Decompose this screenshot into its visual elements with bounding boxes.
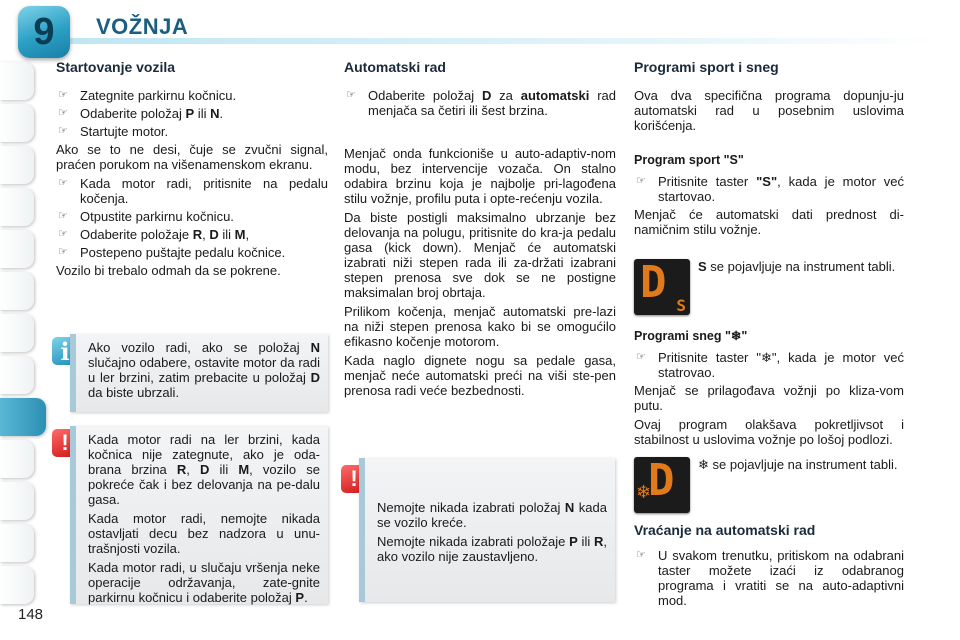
pointer-icon: ☞ bbox=[58, 125, 68, 137]
pointer-icon: ☞ bbox=[58, 107, 68, 119]
section-title-startovanje: Startovanje vozila bbox=[56, 59, 176, 75]
chapter-tab-13[interactable] bbox=[0, 566, 34, 604]
list-item: ☞ Pritisnite taster "S", kada je motor već startovao. bbox=[636, 174, 905, 204]
list-item: ☞ Odaberite položaje R, D ili M, bbox=[58, 227, 250, 242]
list-item: ☞ Postepeno puštajte pedalu kočnice. bbox=[58, 245, 286, 260]
chapter-tab-7[interactable] bbox=[0, 314, 34, 352]
chapter-tab-2[interactable] bbox=[0, 104, 34, 142]
chapter-tab-4[interactable] bbox=[0, 188, 34, 226]
display-sport-indicator: D S bbox=[634, 259, 690, 315]
snow-indicator-row: D ❄ ❄ se pojavljuje na instrument tabli. bbox=[634, 457, 904, 513]
chapter-tab-8[interactable] bbox=[0, 356, 34, 394]
pointer-icon: ☞ bbox=[636, 351, 646, 363]
paragraph: Menjač se prilagođava vožnji po kliza-vom putu. bbox=[634, 383, 904, 413]
warning-box-1: Kada motor radi na ler brzini, kada kočnica nije zategnute, ako je oda-brana brzina R, D ili M, vozilo se pokreće čak i bez delovanja na pe-dalu gasa. Kada motor radi, nemojte nikada ostavljati decu bez nadzora u unu-trašnjosti vozila. Kada motor radi, u slučaju vršenja neke operacije održavanja, zate-gnite parkirnu kočnicu i odaberite položaj P. bbox=[70, 426, 328, 604]
list-item: ☞ Zategnite parkirnu kočnicu. bbox=[58, 88, 237, 103]
warning-box-2: Nemojte nikada izabrati položaj N kada se vozilo kreće. Nemojte nikada izabrati položaje P ili R, ako vozilo nije zaustavljeno. bbox=[359, 458, 615, 602]
page-number: 148 bbox=[18, 606, 44, 623]
pointer-icon: ☞ bbox=[58, 246, 68, 258]
pointer-icon: ☞ bbox=[58, 89, 68, 101]
pointer-icon: ☞ bbox=[636, 175, 646, 187]
pointer-icon: ☞ bbox=[58, 177, 68, 189]
list-item: ☞ Startujte motor. bbox=[58, 124, 169, 139]
chapter-tab-11[interactable] bbox=[0, 482, 34, 520]
paragraph: Ova dva specifična programa dopunju-ju automatski rad u posebnim uslovima korišćenja. bbox=[634, 88, 904, 133]
pointer-icon: ☞ bbox=[58, 228, 68, 240]
header-bar bbox=[60, 38, 940, 44]
list-item: ☞ Odaberite položaj D za automatski rad menjača sa četiri ili šest brzina. bbox=[346, 88, 616, 118]
info-box: Ako vozilo radi, ako se položaj N slučajno odabere, ostavite motor da radi u ler brzini, zatim prebacite u položaj D da biste ubrzali. bbox=[70, 334, 328, 412]
column-startovanje bbox=[56, 60, 328, 282]
paragraph: Ako se to ne desi, čuje se zvučni signal, praćen porukom na višenamenskom ekranu. bbox=[56, 142, 328, 172]
subsection-title-snow: Programi sneg "❄" bbox=[634, 329, 748, 343]
list-item: ☞ Otpustite parkirnu kočnicu. bbox=[58, 209, 234, 224]
pointer-icon: ☞ bbox=[636, 549, 646, 561]
subsection-title-sport: Program sport "S" bbox=[634, 153, 744, 167]
chapter-tab-6[interactable] bbox=[0, 272, 34, 310]
chapter-badge bbox=[18, 6, 70, 58]
warning-icon: ! bbox=[341, 465, 367, 493]
column-automatski bbox=[344, 60, 616, 402]
chapter-title: VOŽNJA bbox=[96, 14, 189, 39]
chapter-tab-3[interactable] bbox=[0, 146, 34, 184]
paragraph: Kada naglo dignete nogu sa pedale gasa, menjač neće automatski preći na viši ste-pen prenosa radi veće bezbednosti. bbox=[344, 353, 616, 398]
pointer-icon: ☞ bbox=[58, 210, 68, 222]
chapter-tab-5[interactable] bbox=[0, 230, 34, 268]
chapter-tab-10[interactable] bbox=[0, 440, 34, 478]
sport-indicator-row: D S S se pojavljuje na instrument tabli. bbox=[634, 259, 904, 315]
paragraph: Menjač će automatski dati prednost di-namičnim stilu vožnje. bbox=[634, 207, 904, 237]
paragraph: Menjač onda funkcioniše u auto-adaptiv-nom modu, bez intervencije vozača. On stalno odabira brzinu koja je najbolje pri-lagođena stilu vožnje, profilu puta i opte-rećenju vozila. bbox=[344, 146, 616, 206]
paragraph: Ovaj program olakšava pokretljivsot i stabilnost u uslovima vožnje po lošoj podlozi. bbox=[634, 417, 904, 447]
section-title-programi: Programi sport i sneg bbox=[634, 59, 779, 75]
section-title-return: Vraćanje na automatski rad bbox=[634, 522, 816, 538]
display-snow-indicator: D ❄ bbox=[634, 457, 690, 513]
column-programi bbox=[634, 60, 904, 611]
section-title-automatski: Automatski rad bbox=[344, 59, 446, 75]
paragraph: Da biste postigli maksimalno ubrzanje bez delovanja na polugu, pritisnite do kra-ja pedalu gasa (kick down). Menjač će automatski izabrati niži stepen rada ili za-držati izabrani stepen prenosa sve dok se ne postigne maksimalan broj obrtaja. bbox=[344, 210, 616, 300]
list-item: ☞ Kada motor radi, pritisnite na pedalu kočenja. bbox=[58, 176, 328, 206]
pointer-icon: ☞ bbox=[346, 89, 356, 101]
chapter-tab-1[interactable] bbox=[0, 62, 34, 100]
warning-icon: ! bbox=[52, 429, 78, 457]
list-item: ☞ Odaberite položaj P ili N. bbox=[58, 106, 224, 121]
paragraph: Prilikom kočenja, menjač automatski pre-lazi na niži stepen prenosa kako bi se omogućilo efikasno kočenje motorom. bbox=[344, 304, 616, 349]
info-icon: i bbox=[52, 337, 78, 365]
paragraph: Vozilo bi trebalo odmah da se pokrene. bbox=[56, 263, 281, 278]
list-item: ☞ Pritisnite taster "❄", kada je motor već statrovao. bbox=[636, 350, 904, 380]
snowflake-icon: ❄ bbox=[636, 482, 652, 502]
list-item: ☞ U svakom trenutku, pritiskom na odabrani taster možete izaći iz odabranog programa i vratiti se na auto-adaptivni mod. bbox=[636, 548, 904, 608]
chapter-tab-12[interactable] bbox=[0, 524, 34, 562]
chapter-tab-9-active[interactable] bbox=[0, 398, 46, 436]
chapter-number: 9 bbox=[33, 11, 55, 53]
